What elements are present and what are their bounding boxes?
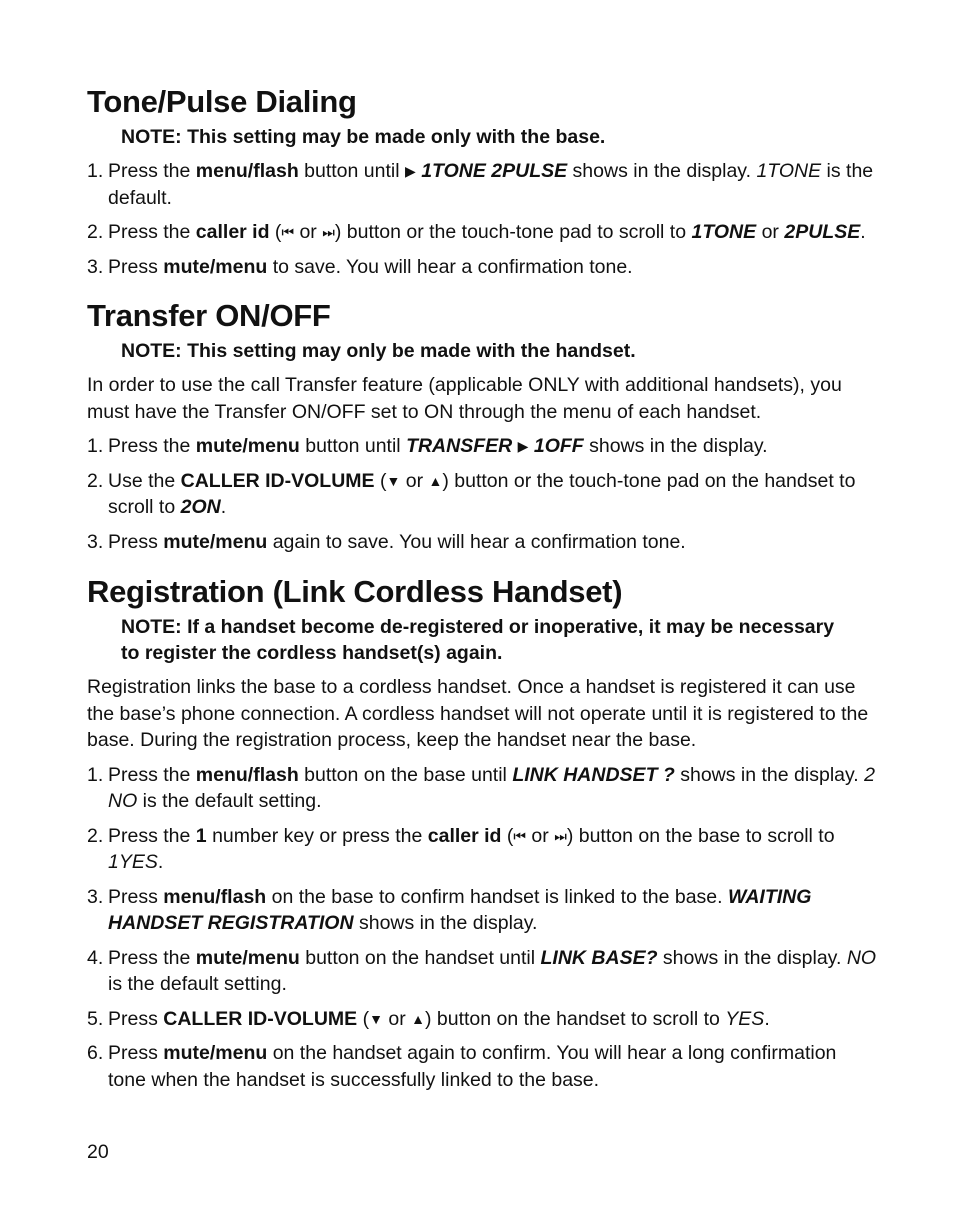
step: 1. Press the menu/flash button on the base until LINK HANDSET ? shows in the display. 2 NO is the default setting.: [87, 763, 875, 812]
steps-list: [87, 158, 877, 280]
right-arrow-icon: ▶: [517, 438, 529, 454]
up-arrow-icon: ▲: [428, 472, 443, 489]
step: 3. Press mute/menu again to save. You will hear a confirmation tone.: [87, 530, 686, 553]
section-tone-pulse: [87, 84, 877, 280]
section-transfer: [87, 298, 877, 555]
page-number: 20: [87, 1141, 109, 1163]
section-note: NOTE: This setting may be made only with the base.: [121, 126, 606, 148]
section-title: Tone/Pulse Dialing: [87, 84, 357, 119]
step: 3. Press menu/flash on the base to confirm handset is linked to the base. WAITING HANDSET REGISTRATION shows in the display.: [87, 885, 812, 934]
skip-back-icon: ⏮: [513, 827, 527, 844]
down-arrow-icon: ▼: [369, 1010, 383, 1027]
step: 2. Use the CALLER ID-VOLUME (▼ or ▲) button or the touch-tone pad on the handset to scroll to 2ON.: [87, 469, 856, 518]
step: 4. Press the mute/menu button on the handset until LINK BASE? shows in the display. NO is the default setting.: [87, 946, 877, 995]
section-title: Registration (Link Cordless Handset): [87, 574, 623, 609]
section-title: Transfer ON/OFF: [87, 298, 331, 333]
skip-forward-icon: ⏭: [554, 827, 567, 844]
step: 6. Press mute/menu on the handset again to confirm. You will hear a long confirmation tone when the handset is successfully linked to the base.: [87, 1042, 837, 1091]
step: 5. Press CALLER ID-VOLUME (▼ or ▲) button on the handset to scroll to YES.: [87, 1006, 877, 1033]
up-arrow-icon: ▲: [411, 1010, 425, 1027]
step: 1. Press the mute/menu button until TRANSFER ▶ 1OFF shows in the display.: [87, 433, 877, 460]
skip-back-icon: ⏮: [281, 224, 295, 240]
skip-forward-icon: ⏭: [322, 224, 335, 240]
section-intro: Registration links the base to a cordless handset. Once a handset is registered it can use the base’s phone connection. A cordless handset will not operate until it is registered to the base. During the registration process, keep the handset near the base.: [87, 676, 869, 751]
section-note: NOTE: If a handset become de-registered or inoperative, it may be necessary to register the cordless handset(s) again.: [121, 616, 835, 664]
step: 2. Press the caller id (⏮ or ⏭) button or the touch-tone pad to scroll to 1TONE or 2PULSE.: [87, 219, 877, 246]
step: 3. Press mute/menu to save. You will hear a confirmation tone.: [87, 255, 633, 278]
step: 1. Press the menu/flash button until ▶ 1TONE 2PULSE shows in the display. 1TONE is the default.: [87, 160, 874, 209]
section-intro: In order to use the call Transfer feature (applicable ONLY with additional handsets), you must have the Transfer ON/OFF set to ON through the menu of each handset.: [87, 374, 842, 423]
steps-list: [87, 762, 877, 1094]
steps-list: [87, 433, 877, 555]
right-arrow-icon: ▶: [404, 163, 416, 179]
down-arrow-icon: ▼: [386, 472, 401, 489]
step: 2. Press the 1 number key or press the caller id (⏮ or ⏭) button on the base to scroll to 1YES.: [87, 824, 835, 873]
section-registration: [87, 574, 877, 1093]
section-note: NOTE: This setting may only be made with the handset.: [121, 340, 636, 362]
